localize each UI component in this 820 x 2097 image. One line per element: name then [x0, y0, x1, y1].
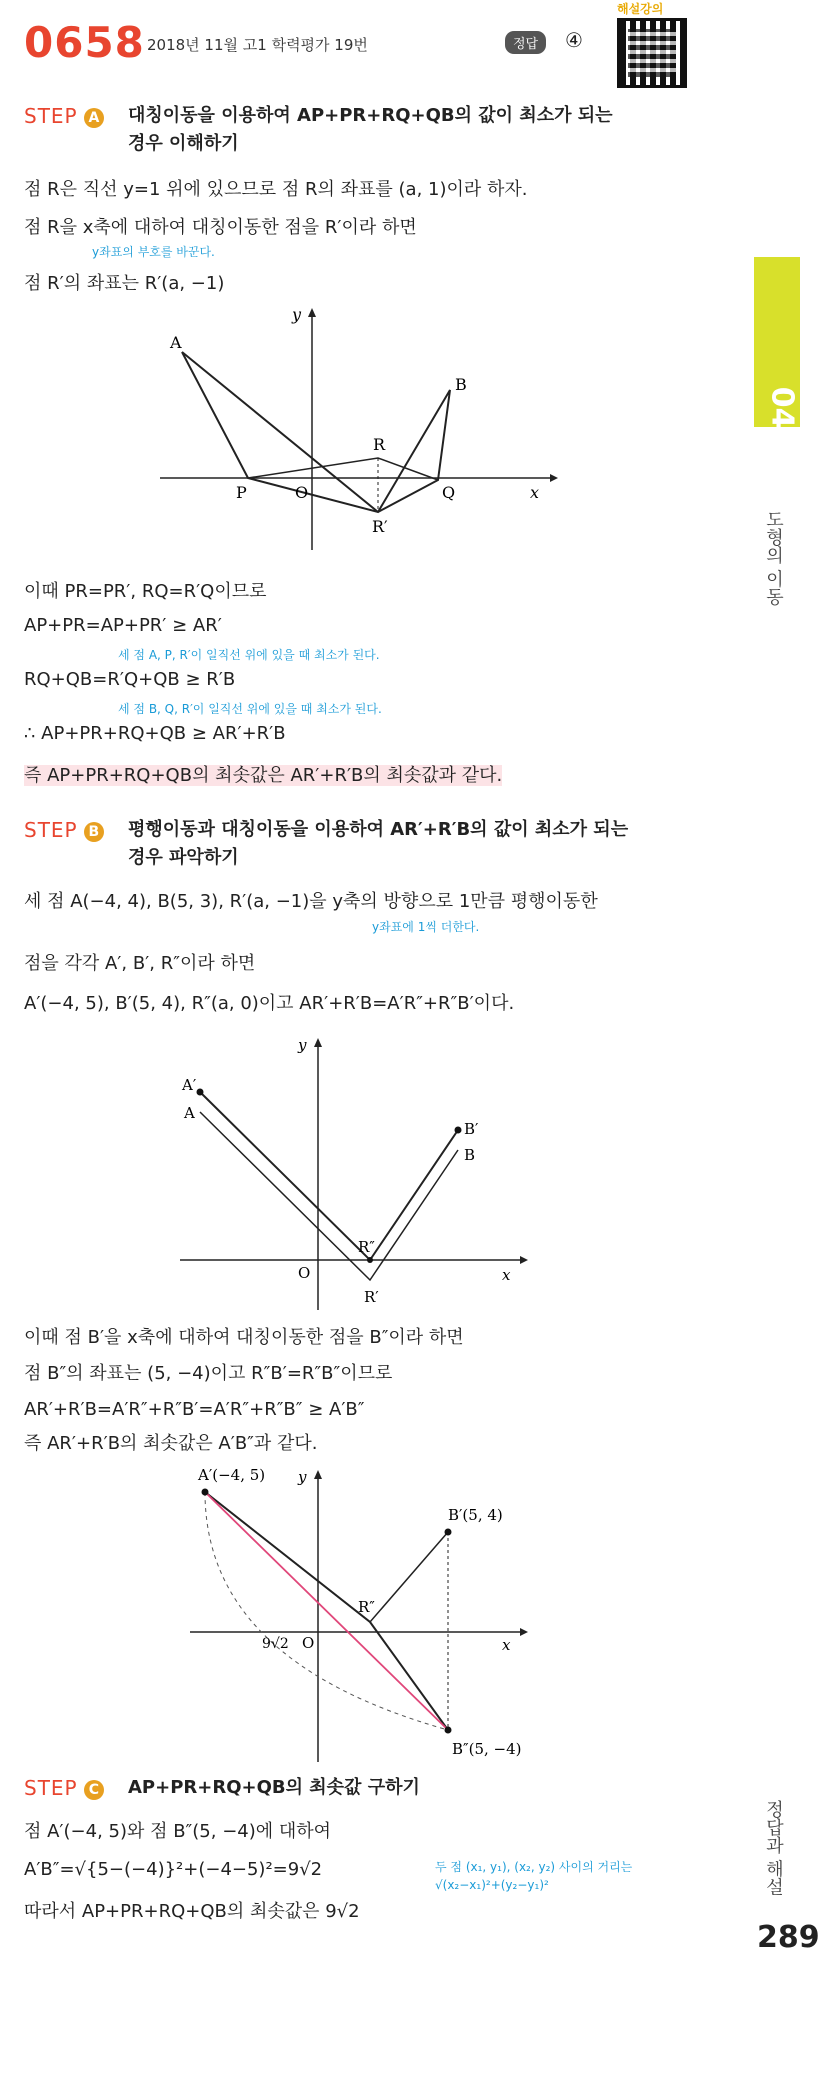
chapter-tab-number: 04 — [764, 386, 800, 429]
y-axis-arrow-icon — [314, 1470, 322, 1479]
step-b-badge: B — [84, 822, 104, 842]
step-a-after-1: 이때 PR=PR′, RQ=R′Q이므로 — [24, 581, 267, 602]
label-x: x — [502, 1266, 511, 1284]
step-a-after-3: RQ+QB=R′Q+QB ≥ R′B — [24, 669, 236, 690]
x-axis-arrow-icon — [520, 1256, 528, 1264]
figure-1 — [160, 300, 560, 550]
step-a-line-3: 점 R′의 좌표는 R′(a, −1) — [24, 273, 225, 294]
step-c-title: AP+PR+RQ+QB의 최솟값 구하기 — [128, 1777, 420, 1798]
path-original — [248, 458, 438, 480]
label-o: O — [302, 1634, 315, 1652]
step-b-after-4: 즉 AR′+R′B의 최솟값은 A′B″과 같다. — [24, 1433, 318, 1454]
problem-source: 2018년 11월 고1 학력평가 19번 — [147, 36, 368, 54]
step-b-title-1: 평행이동과 대칭이동을 이용하여 AR′+R′B의 값이 최소가 되는 — [128, 819, 629, 840]
step-a-conclusion: 즉 AP+PR+RQ+QB의 최솟값은 AR′+R′B의 최솟값과 같다. — [24, 765, 503, 786]
label-o: O — [295, 483, 309, 502]
label-y: y — [298, 1036, 307, 1054]
section-label: 정답과 해설 — [763, 1800, 784, 1896]
y-axis-arrow-icon — [314, 1038, 322, 1047]
step-b-title-2: 경우 파악하기 — [128, 847, 239, 868]
label-o: O — [298, 1264, 311, 1282]
point-b-prime — [455, 1127, 462, 1134]
step-a-badge: A — [84, 108, 104, 128]
step-b-after-1: 이때 점 B′을 x축에 대하여 대칭이동한 점을 B″이라 하면 — [24, 1327, 464, 1348]
chapter-tab-title: 도형의 이동 — [763, 510, 784, 606]
step-a-after-2: AP+PR=AP+PR′ ≥ AR′ — [24, 615, 222, 636]
step-b-line-3: A′(−4, 5), B′(5, 4), R″(a, 0)이고 AR′+R′B=A′R″+R″B′이다. — [24, 993, 515, 1014]
label-r-prime: R′ — [372, 517, 388, 536]
step-a-heading: STEP A — [24, 104, 104, 128]
label-r-prime: R′ — [364, 1288, 379, 1306]
problem-number: 0658 — [24, 18, 145, 67]
point-r-double-prime — [367, 1257, 373, 1263]
label-b-prime: B′(5, 4) — [448, 1506, 503, 1524]
step-b-heading: STEP B — [24, 818, 104, 842]
label-y: y — [292, 305, 302, 324]
x-axis-arrow-icon — [550, 474, 558, 482]
answer-value: ④ — [565, 28, 583, 52]
step-b-line-1: 세 점 A(−4, 4), B(5, 3), R′(a, −1)을 y축의 방향으로 1만큼 평행이동한 — [24, 891, 598, 912]
step-a-title-2: 경우 이해하기 — [128, 133, 239, 154]
label-y: y — [298, 1468, 307, 1486]
label-b-prime: B′ — [464, 1120, 479, 1138]
label-a: A — [184, 1104, 195, 1122]
y-axis-arrow-icon — [308, 308, 316, 317]
page-number: 289 — [757, 1920, 820, 1955]
step-a-line-2: 점 R을 x축에 대하여 대칭이동한 점을 R′이라 하면 — [24, 217, 417, 238]
path-shifted — [200, 1092, 458, 1260]
step-c-note-1: 두 점 (x₁, y₁), (x₂, y₂) 사이의 거리는 — [435, 1860, 633, 1874]
step-c-badge: C — [84, 1780, 104, 1800]
path-reflected — [182, 352, 450, 512]
header — [0, 0, 800, 90]
step-a-note-1: y좌표의 부호를 바꾼다. — [92, 245, 215, 259]
label-r-double-prime: R″ — [358, 1238, 375, 1256]
path-original — [200, 1112, 458, 1280]
path-a-r-b — [205, 1492, 448, 1622]
x-axis-arrow-icon — [520, 1628, 528, 1636]
figure-3 — [190, 1462, 550, 1762]
step-a-after-5 — [24, 762, 502, 790]
step-a-line-1: 점 R은 직선 y=1 위에 있으므로 점 R의 좌표를 (a, 1)이라 하자. — [24, 179, 528, 200]
answer-badge: 정답 — [505, 31, 546, 54]
step-c-line-1: 점 A′(−4, 5)와 점 B″(5, −4)에 대하여 — [24, 1821, 332, 1842]
step-c-heading: STEP C — [24, 1776, 104, 1800]
step-b-line-2: 점을 각각 A′, B′, R″이라 하면 — [24, 953, 256, 974]
label-a-prime: A′(−4, 5) — [198, 1466, 266, 1484]
point-a-prime — [202, 1489, 209, 1496]
label-r-double-prime: R″ — [358, 1598, 375, 1616]
step-a-note-3: 세 점 B, Q, R′이 일직선 위에 있을 때 최소가 된다. — [118, 702, 382, 716]
label-p: P — [236, 483, 247, 502]
label-b: B — [464, 1146, 476, 1164]
step-c-note-2: √(x₂−x₁)²+(y₂−y₁)² — [435, 1878, 549, 1892]
label-a-prime: A′ — [182, 1076, 197, 1094]
qr-code-icon[interactable] — [617, 18, 687, 88]
point-b-prime — [445, 1529, 452, 1536]
step-b-note-1: y좌표에 1씩 더한다. — [372, 920, 480, 934]
step-c-line-2: A′B″=√{5−(−4)}²+(−4−5)²=9√2 — [24, 1859, 323, 1880]
label-b: B — [455, 375, 467, 394]
segment-a-rprime — [182, 352, 378, 512]
step-b-after-2: 점 B″의 좌표는 (5, −4)이고 R″B′=R″B″이므로 — [24, 1363, 393, 1384]
step-a-note-2: 세 점 A, P, R′이 일직선 위에 있을 때 최소가 된다. — [118, 648, 380, 662]
segment-shortest — [205, 1492, 448, 1730]
label-x: x — [502, 1636, 511, 1654]
step-c-line-3: 따라서 AP+PR+RQ+QB의 최솟값은 9√2 — [24, 1901, 360, 1922]
label-b-double-prime: B″(5, −4) — [452, 1740, 522, 1758]
step-a-title-1: 대칭이동을 이용하여 AP+PR+RQ+QB의 값이 최소가 되는 — [128, 105, 613, 126]
label-root: 9√2 — [262, 1636, 289, 1652]
label-q: Q — [442, 483, 456, 502]
label-r: R — [373, 435, 386, 454]
label-x: x — [530, 483, 540, 502]
step-a-after-4: ∴ AP+PR+RQ+QB ≥ AR′+R′B — [24, 723, 286, 744]
point-a-prime — [197, 1089, 204, 1096]
qr-label: 해설강의 — [617, 2, 664, 16]
step-b-after-3: AR′+R′B=A′R″+R″B′=A′R″+R″B″ ≥ A′B″ — [24, 1399, 365, 1420]
point-b-double-prime — [445, 1727, 452, 1734]
figure-2 — [180, 1030, 530, 1310]
label-a: A — [170, 333, 182, 352]
